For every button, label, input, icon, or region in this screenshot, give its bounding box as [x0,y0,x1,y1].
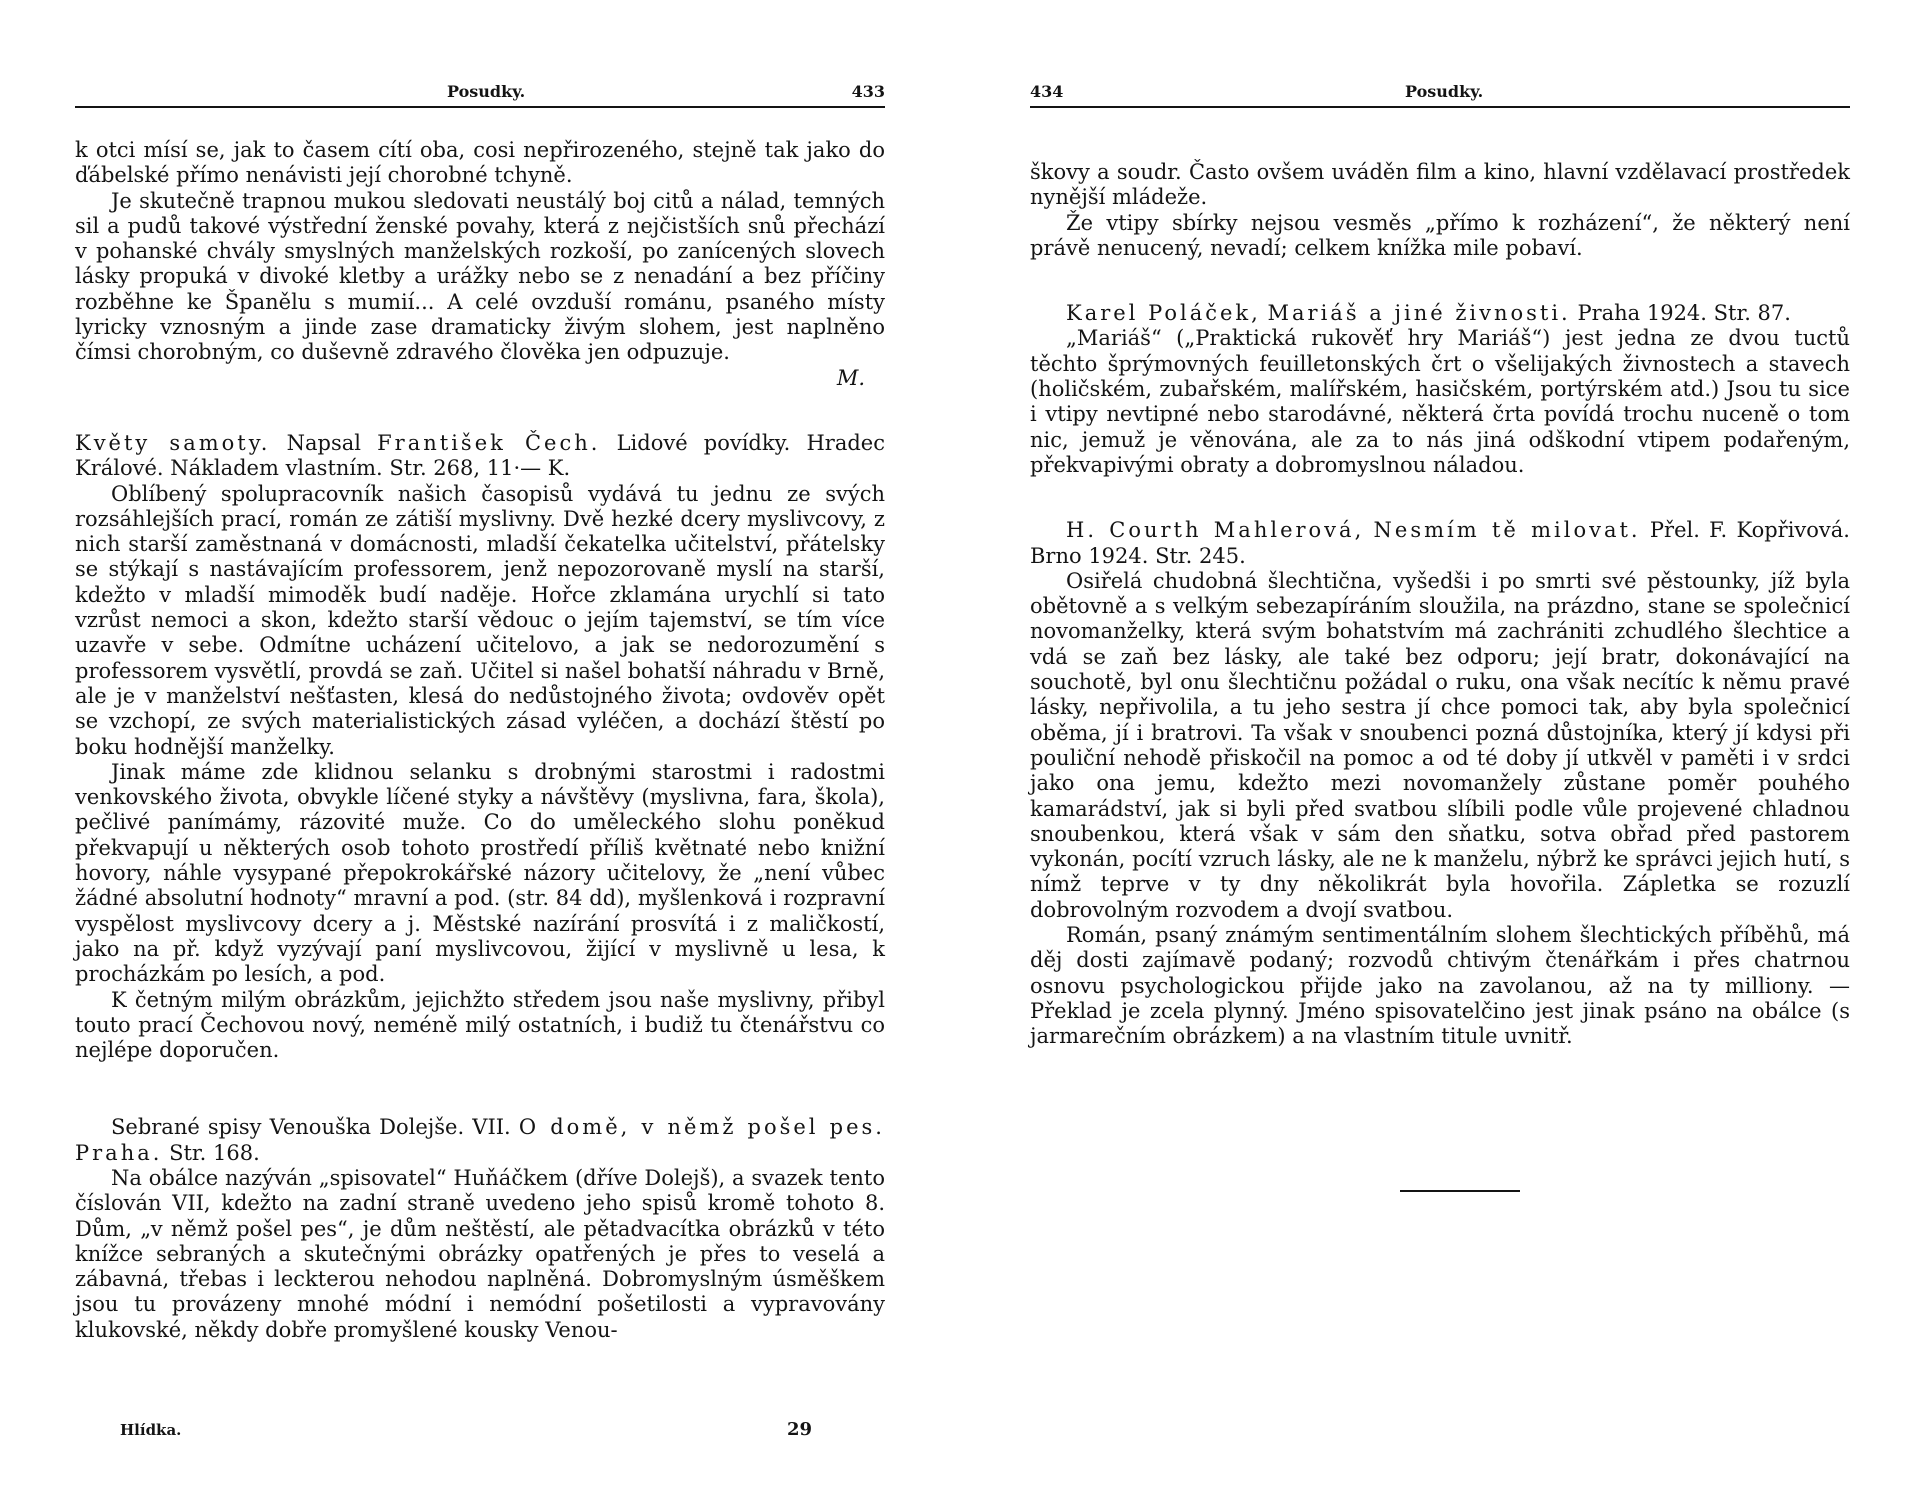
right-header-rule [1030,106,1850,108]
paragraph: „Mariáš“ („Praktická rukověť hry Mariáš“) jest jedna ze dvou tuctů těchto šprýmovných feuilletonských črt o všelijakých živnostech a stavech (holičském, zubařském, malířském, hasičském, portýrském atd.) Jsou tu sice i vtipy nevtipné nebo starodávné, některá črta povídá trochu nuceně o tom nic, jemuž je věnována, ale za to nás jiná odškodní vtipem podařeným, překvapivými obraty a dobromyslnou náladou. [1030,326,1850,477]
left-running-head: Posudky. [447,82,526,101]
paragraph: škovy a soudr. Často ovšem uváděn film a kino, hlavní vzdělavací prostředek nynější mládeže. [1030,160,1850,210]
review-heading-nesmim [1030,518,1850,569]
sheet-number: 29 [787,1419,813,1440]
right-body [1030,160,1850,1050]
right-running-header [1030,82,1850,104]
review-heading-kvety [75,431,885,482]
series-title: Sebrané spisy Venouška Dolejše. VII. [111,1115,511,1140]
left-page [75,0,885,1500]
left-running-header [75,82,885,104]
paragraph: Oblíbený spolupracovník našich časopisů vydává tu jednu ze svých rozsáhlejších prací, román ze zátiší myslivny. Dvě hezké dcery myslivcovy, z nich starší zaměstnaná v domácnosti, mladší čekatelka učitelství, přátelsky se stýkají s nastávajícím professorem, jenž nepozorovaně myslí na starší, kdežto v mladší mimoděk budí naděje. Hořce zklamána urychlí si tato vzrůst nemoci a skon, kdežto starší vědouc o jejím tajemství, se tím více uzavře v sebe. Odmítne ucházení učitelovo, a jak se nedorozumění s professorem vysvětlí, provdá se zaň. Učitel si našel bohatší náhradu v Brně, ale je v manželství nešťasten, klesá do nedůstojného života; ovdověv opět se vzchopí, ze svých materialistických zásad vyléčen, a dochází štěstí po boku hodnější manželky. [75,481,885,759]
left-body [75,138,885,1343]
paragraph: Román, psaný známým sentimentálním slohem šlechtických příběhů, má děj dosti zajímavě podaný; rozvodů chtivým čtenářkám i přes chatrnou osnovu psychologickou přijde jako na zavolanou, až na ty milliony. — Překlad je zcela plynný. Jméno spisovatelčino jest jinak psáno na obálce (s jarmarečním obrázkem) a na vlastním titule uvnitř. [1030,923,1850,1049]
book-title: Nesmím tě milovat. [1373,518,1641,543]
paragraph: Jinak máme zde klidnou selanku s drobnými starostmi i radostmi venkovského života, obvykle líčené styky a návštěvy (myslivna, fara, škola), pečlivé panímámy, rázovité muže. Co do uměleckého slohu poněkud překvapují u některých osob tohoto prostředí příliš květnaté nebo knižní hovory, náhle vysypané přepokrokářské názory učitelovy, že „není vůbec žádné absolutní hodnoty“ mravní a pod. (str. 84 dd), myšlenková i rozpravní vyspělost myslivcovy dcery a j. Městské nazírání prosvítá i z maličkostí, jako na př. když vyzývají paní myslivcovou, žijící v myslivně u lesa, k procházkám po lesích, a pod. [75,759,885,987]
book-title: O domě, v němž pošel pes. [518,1115,885,1140]
paragraph: Osiřelá chudobná šlechtična, vyšedši i po smrti své pěstounky, jíž byla obětovně a s velkým sebezapíráním sloužila, na prázdno, stane se společnicí novomanželky, která svým bohatstvím má zachrániti zchudlého šlechtice a vdá se zaň bez lásky, ale také bez odporu; její bratr, dokonávající na souchotě, byl onu šlechtičnu požádal o ruku, ona však necítíc k němu pravé lásky, nepřivolila, a tu jeho sestra jí chce pomoci tak, aby byla společnicí oběma, jí i bratrovi. Ta však v snoubenci pozná důstojníka, který jí kdysi při pouliční nehodě přiskočil na pomoc a od té doby jí utkvěl v paměti i v srdci jako ona jemu, kdežto mezi novomanžely zůstane poměr pouhého kamarádství, jak si byli před svatbou slíbili podle vůle projevené chladnou snoubenkou, která však v sám den sňatku, sotva obřad před pastorem vykonán, pocítí vzruch lásky, ale ne k manželu, nýbrž ke správci jejich hutí, s nímž teprve v ty dny několikrát byla hovořila. Zápletka se rozuzlí dobrovolným rozvodem a dvojí svatbou. [1030,568,1850,922]
paragraph: K četným milým obrázkům, jejichžto středem jsou naše myslivny, přibyl touto prací Čechovou nový, neméně milý ostatních, i budiž tu čtenářstvu co nejlépe doporučen. [75,987,885,1063]
book-title: Květy samoty. [75,430,271,455]
right-page-number: 434 [1030,82,1064,101]
heading-by: Napsal [286,430,361,455]
right-page [1030,0,1850,1500]
review-heading-sebrane-spisy [75,1115,885,1166]
right-running-head: Posudky. [1405,82,1484,101]
review-signature: M. [836,365,865,390]
book-author: František Čech. [377,430,601,455]
section-end-rule [1400,1190,1520,1192]
left-header-rule [75,106,885,108]
book-place: Praha. [75,1140,163,1165]
paragraph: k otci mísí se, jak to časem cítí oba, cosi nepřirozeného, stejně tak jako do ďábelské přímo nenávisti její chorobné tchyně. [75,138,885,188]
paragraph: Že vtipy sbírky nejsou vesměs „přímo k rozházení“, že některý není právě nenucený, nevadí; celkem knížka mile pobaví. [1030,210,1850,260]
book-details: Lidové povídky. Hradec Králové. Nákladem vlastním. Str. 268, 11·— K. [75,430,885,481]
review-heading-mariash [1030,301,1850,326]
book-details: Str. 168. [169,1140,260,1165]
paragraph: Na obálce nazýván „spisovatel“ Huňáčkem (dříve Dolejš), a svazek tento číslován VII, kdežto na zadní straně uvedeno jeho spisů kromě tohoto 8. Dům, „v němž pošel pes“, je dům neštěstí, ale pětadvacítka obrázků v této knížce sebraných a skutečnými obrázky opatřených je přes to veselá a zábavná, třebas i leckterou nehodou naplněná. Dobromyslným úsměškem jsou tu provázeny mnohé módní i nemódní pošetilosti a vypravovány klukovské, někdy dobře promyšlené kousky Venou- [75,1165,885,1342]
book-details: Přel. F. Kopřivová. Brno 1924. Str. 245. [1030,518,1850,568]
paragraph: Je skutečně trapnou mukou sledovati neustálý boj citů a nálad, temných sil a pudů takové výstřední ženské povahy, která z nejčistších snů přechází v pohanské chvály smyslných manželských rozkoší, po zanícených slovech lásky propuká v divoké kletby a urážky nebo se z nenadání a bez příčiny rozběhne ke Španělu s mumií... A celé ovzduší románu, psaného místy lyricky vznosným a jinde zase dramaticky živým slohem, jest naplněno čímsi chorobným, co duševně zdravého člověka jen odpuzuje. [75,188,885,365]
book-details: Praha 1924. Str. 87. [1577,301,1791,326]
book-author: Karel Poláček, [1066,301,1261,326]
book-author: H. Courth Mahlerová, [1066,518,1365,543]
left-page-number: 433 [851,82,885,101]
journal-name: Hlídka. [120,1421,182,1439]
book-title: Mariáš a jiné živnosti. [1267,301,1571,326]
